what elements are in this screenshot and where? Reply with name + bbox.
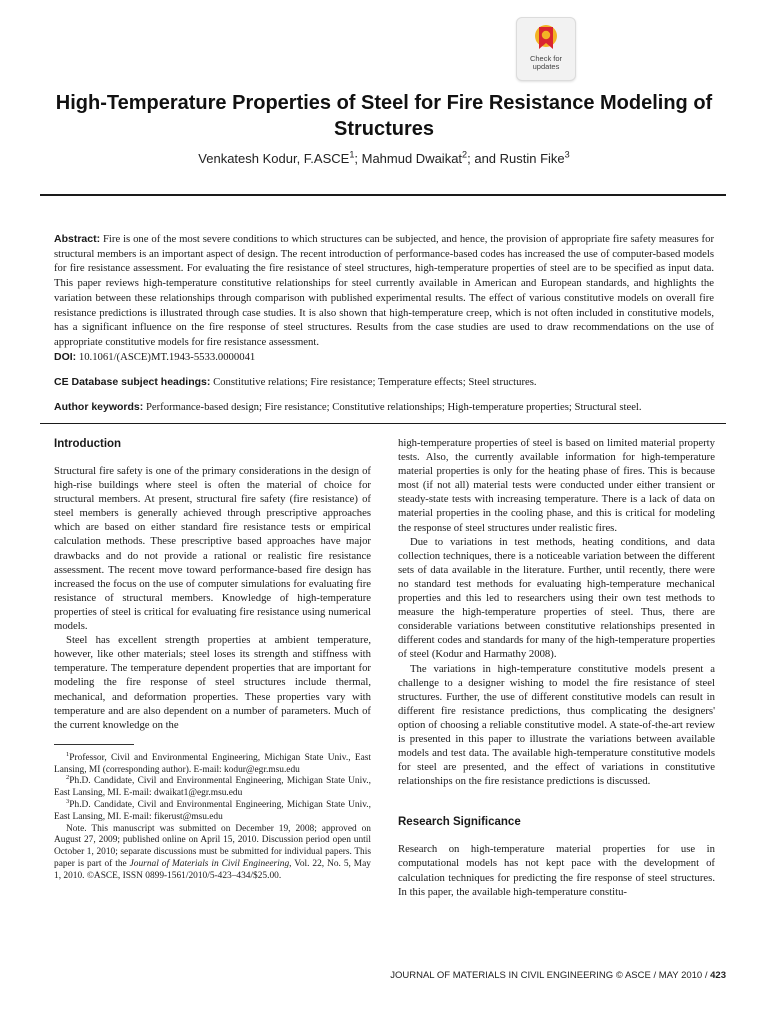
intro-paragraph-1: Structural fire safety is one of the primary considerations in the design of high-rise buildings where steel is often the material of choice for structural members. At present, structural fire safety (fire resistance) of steel members is generally achieved through prescriptive approaches which are based on either standard fire resistance tests or empirical calculation methods. These prescriptive based approaches have major drawbacks and do not provide a rational or realistic fire resistance assessment. The recent move toward performance-based fire design has increased the focus on the use of computer simulations for evaluating fire resistance of structural members. Knowledge of high-temperature properties of steel is critical for evaluating fire resistance using numerical models.: [54, 465, 371, 633]
author-3: ; and Rustin Fike: [467, 151, 565, 166]
abstract-label: Abstract:: [54, 233, 101, 245]
footnote-2: [54, 776, 371, 800]
author-2: ; Mahmud Dwaikat: [354, 151, 463, 166]
metadata-rule: [40, 423, 726, 424]
author-keywords: [54, 400, 714, 415]
abstract: [54, 232, 714, 350]
research-significance-heading: Research Significance: [398, 816, 521, 829]
note-journal-name: Journal of Materials in Civil Engineering: [129, 858, 290, 869]
doi-line: [54, 350, 714, 365]
right-paragraph-1: high-temperature properties of steel is based on limited material property tests. Also, the currently available information for high-temperature material properties is only for the heating phase of fires. This is because most (if not all) material tests were conducted under either transient or steady-state tests with increasing temperature. There is a lack of data on material properties in the cooling phase, and this is critical for modeling the response of steel structures under realistic fires.: [398, 437, 715, 534]
footnote-rule: [54, 744, 134, 745]
footnote-3-text: Ph.D. Candidate, Civil and Environmental Engineering, Michigan State Univ., East Lansing, MI. E-mail: fikerust@msu.edu: [54, 799, 371, 822]
page-number: 423: [710, 970, 726, 981]
author-1-affiliation: 1: [349, 149, 355, 160]
footnote-2-number: 2: [66, 774, 70, 782]
abstract-text: Fire is one of the most severe conditions to which structures can be subjected, and hence, the provision of appropriate fire safety measures for structural members is an important aspect of design. The recent introduction of performance-based codes has increased the use of computer-based models for fire resistance assessment. For evaluating the fire resistance of steel structures, high-temperature properties of steel are to be specified as input data. This paper reviews high-temperature constitutive relationships for steel currently available in American and European standards, and highlights the variation between these relationships through comparison with published experimental results. The effect of various constitutive models on overall fire resistance predictions is illustrated through case studies. It is also shown that high-temperature creep, which is not often included in constitutive models, has a significant influence on the fire response of steel structures. Results from the case studies are used to draw recommendations on the use of appropriate constitutive models for fire resistance assessment.: [54, 233, 715, 348]
paper-title: High-Temperature Properties of Steel for Fire Resistance Modeling of Structures: [55, 92, 713, 140]
subject-headings-label: CE Database subject headings:: [54, 376, 211, 388]
subject-headings-text: Constitutive relations; Fire resistance; Temperature effects; Steel structures.: [213, 376, 537, 388]
author-list: [40, 150, 728, 168]
header-rule: [40, 194, 726, 196]
right-paragraph-2: Due to variations in test methods, heating conditions, and data collection techniques, there is a noticeable variation between the different sets of data available in the literature. Further, until recently, there were no standard test methods for evaluating high-temperature mechanical properties and this led to researchers using their own test methods to measure the high-temperature properties of steel. Thus, there are considerable variations between constitutive relationships presented in different codes and standards for many of the high-temperature properties of steel (Kodur and Harmathy 2008).: [398, 535, 715, 661]
left-column: [54, 436, 371, 883]
author-keywords-label: Author keywords:: [54, 401, 144, 413]
note-text-b: , Vol. 22, No. 5, May 1, 2010. ©ASCE, ISSN 0899-1561/2010/5-423–434/$25.00.: [54, 858, 371, 881]
right-column: [398, 436, 715, 899]
badge-label: Check for updates: [529, 54, 563, 71]
footnote-1-text: Professor, Civil and Environmental Engineering, Michigan State Univ., East Lansing, MI (corresponding author). E-mail: kodur@egr.msu.edu: [54, 752, 371, 775]
page-footer: [390, 970, 726, 981]
introduction-heading: Introduction: [54, 438, 122, 450]
footnote-2-text: Ph.D. Candidate, Civil and Environmental Engineering, Michigan State Univ., East Lansing, MI. E-mail: dwaikat1@egr.msu.edu: [54, 776, 371, 799]
footnote-3: [54, 797, 371, 824]
bookmark-icon: [534, 23, 558, 53]
research-significance-paragraph: Research on high-temperature material properties for use in computational models has not kept pace with the development of calculation techniques for predicting the fire response of steel structures. In this paper, the available high-temperature constitu-: [398, 843, 715, 898]
note-text-a: Note. This manuscript was submitted on December 19, 2008; approved on August 27, 2009; published online on April 15, 2010. Discussion period open until October 1, 2010; separate discussions must be submitted for individual papers. This paper is part of the: [54, 823, 371, 869]
footnote-1-number: 1: [66, 750, 70, 758]
doi-label: DOI:: [54, 351, 77, 363]
author-keywords-text: Performance-based design; Fire resistance; Constitutive relationships; High-temperature properties; Structural steel.: [145, 401, 642, 413]
check-for-updates-badge[interactable]: [516, 17, 576, 81]
intro-paragraph-2: Steel has excellent strength properties at ambient temperature, however, like other materials; steel loses its strength and stiffness with temperature. The temperature dependent properties that are important for modeling the fire response of steel structures include thermal, mechanical, and deformation properties. These properties vary with temperature and are also dependent on a number of parameters. Much of the current knowledge on the: [54, 634, 371, 731]
right-paragraph-3: The variations in high-temperature constitutive models present a challenge to a designer wishing to model the fire resistance of steel structures. Further, the use of different constitutive models can result in different fire resistance predictions, thus complicating the designers' option of choosing a reliable constitutive model. A state-of-the-art review is presented in this paper to illustrate the variations between available models and test data. The available high-temperature constitutive models for steel are presented, and the effect of variations in constitutive relationships on the fire resistance predictions is discussed.: [398, 662, 715, 788]
subject-headings: [54, 375, 714, 390]
author-1: Venkatesh Kodur, F.ASCE: [198, 151, 350, 166]
doi-link[interactable]: 10.1061/(ASCE)MT.1943-5533.0000041: [78, 351, 256, 363]
footnote-3-number: 3: [66, 797, 70, 805]
footnote-1: [54, 750, 371, 777]
footer-journal: JOURNAL OF MATERIALS IN CIVIL ENGINEERING © ASCE / MAY 2010 /: [390, 970, 711, 981]
author-2-affiliation: 2: [462, 149, 468, 160]
author-3-affiliation: 3: [564, 149, 570, 160]
manuscript-note: [54, 824, 371, 883]
